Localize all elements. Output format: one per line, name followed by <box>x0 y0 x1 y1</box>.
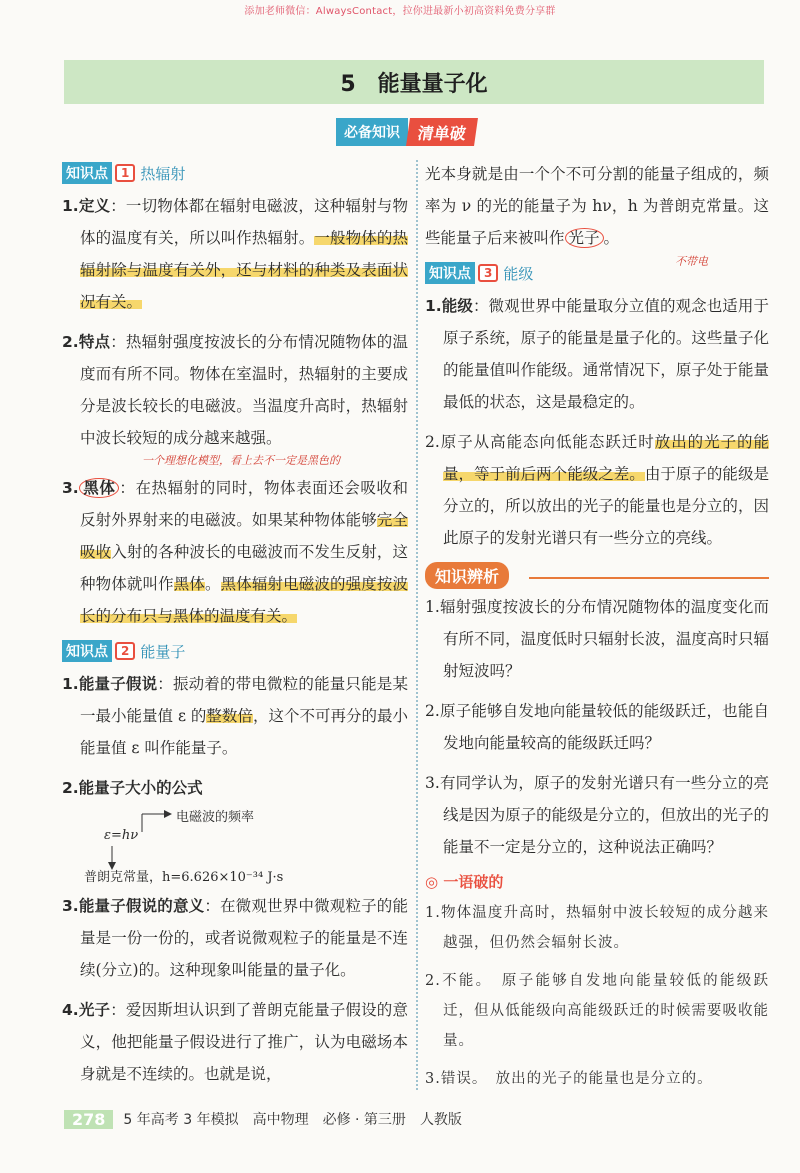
kp-number: 1 <box>115 164 135 182</box>
definition-paragraph <box>62 190 408 318</box>
footer-series: 5 年高考 3 年模拟 <box>123 1112 239 1128</box>
kp-title: 热辐射 <box>140 164 186 183</box>
energy-level-label: 1.能级 <box>425 297 473 315</box>
kp-title: 能量子 <box>140 642 186 661</box>
annotation-black-body: 一个理想化模型，看上去不一定是黑色的 <box>142 454 340 467</box>
blackbody-number: 3. <box>62 479 79 497</box>
hypothesis-text-1: ：振动着的带电微粒的能量只能是某一最小能量值 ε 的 <box>80 675 408 725</box>
significance-paragraph <box>62 890 408 986</box>
hypothesis-highlight: 整数倍 <box>206 707 253 725</box>
photon-continued <box>425 158 769 254</box>
kp-tag: 知识点 <box>425 262 475 284</box>
right-column <box>425 158 769 1102</box>
answer-3: 3.错误。 放出的光子的能量也是分立的。 <box>425 1071 713 1087</box>
blackbody-highlight-2: 黑体 <box>173 575 205 593</box>
transition-paragraph <box>425 426 769 554</box>
blackbody-text-2: 入射的各种波长的电磁波而不发生反射，这种物体就叫作 <box>80 543 408 593</box>
discrimination-section <box>425 562 769 586</box>
formula-diagram <box>62 806 408 885</box>
feature-text: ：热辐射强度按波长的分布情况随物体的温度而有所不同。物体在室温时，热辐射的主要成分是波长较长的电磁波。当温度升高时，热辐射中波长较短的成分越来越强。 <box>80 333 408 447</box>
feature-paragraph <box>62 326 408 454</box>
blackbody-paragraph <box>62 472 408 632</box>
page-footer <box>64 1107 462 1131</box>
knowledge-point-1 <box>62 162 408 184</box>
page-title: 5 能量量子化 <box>64 60 764 104</box>
formula-label: 2.能量子大小的公式 <box>62 779 203 797</box>
kp-tag: 知识点 <box>62 640 112 662</box>
blackbody-highlight-3: 黑体辐射电磁波的强度按波长的分布只与黑体的温度有关。 <box>80 575 408 625</box>
left-column <box>62 158 408 1098</box>
significance-text: ：在微观世界中微观粒子的能量是一份一份的，或者说微观粒子的能量是不连续(分立)的。这种现象叫能量的量子化。 <box>80 897 408 979</box>
hypothesis-text-2: ，这个不可再分的最小能量值 ε 叫作能量子。 <box>80 707 408 757</box>
footer-volume: 必修 · 第三册 <box>322 1112 406 1128</box>
kp-number: 2 <box>115 642 135 660</box>
discrimination-q3: 3.有同学认为，原子的发射光谱只有一些分立的亮线是因为原子的能级是分立的，但放出的光子的能量不一定是分立的，这种说法正确吗？ <box>425 774 769 856</box>
answer-1: 1.物体温度升高时，热辐射中波长较短的成分越来越强，但仍然会辐射长波。 <box>425 905 769 951</box>
photon-paragraph <box>62 994 408 1090</box>
kp-number: 3 <box>478 264 498 282</box>
quantum-hypothesis-paragraph <box>62 668 408 764</box>
footer-subject: 高中物理 <box>252 1112 309 1128</box>
badge-left: 必备知识 <box>336 118 408 146</box>
feature-label: 2.特点 <box>62 333 111 351</box>
discrimination-q2: 2.原子能够自发地向能量较低的能级跃迁，也能自发地向能量较高的能级跃迁吗？ <box>425 702 769 752</box>
significance-label: 3.能量子假说的意义 <box>62 897 205 915</box>
one-word-title: 一语破的 <box>443 873 504 891</box>
kp-title: 能级 <box>503 264 534 283</box>
formula-frequency-note: 电磁波的频率 <box>176 810 255 825</box>
column-divider <box>416 160 418 1090</box>
energy-level-text: ：微观世界中能量取分立值的观念也适用于原子系统，原子的能量是量子化的。这些量子化的能量值叫作能级。通常情况下，原子处于能量最低的状态，这是最稳定的。 <box>443 297 769 411</box>
discrimination-title: 知识辨析 <box>425 562 509 589</box>
photon-text: ：爱因斯坦认识到了普朗克能量子假设的意义，他把能量子假设进行了推广，认为电磁场本身就是不连续的。也就是说， <box>80 1001 408 1083</box>
hypothesis-label: 1.能量子假说 <box>62 675 158 693</box>
blackbody-label: 黑体 <box>79 478 120 498</box>
photon-label: 4.光子 <box>62 1001 111 1019</box>
knowledge-point-3 <box>425 262 769 284</box>
blackbody-text-3: 。 <box>204 575 221 593</box>
discrimination-rule <box>529 577 769 579</box>
target-icon: ◎ <box>425 873 439 891</box>
kp-tag: 知识点 <box>62 162 112 184</box>
formula-planck-note: 普朗克常量，h=6.626×10⁻³⁴ J·s <box>84 870 284 885</box>
page-number: 278 <box>64 1110 113 1129</box>
transition-text-1: 2.原子从高能态向低能态跃迁时 <box>425 433 655 451</box>
blackbody-text-1: ：在热辐射的同时，物体表面还会吸收和反射外界射来的电磁波。如果某种物体能够 <box>80 479 408 529</box>
photon-continued-text-1: 光本身就是由一个个不可分割的能量子组成的，频率为 ν 的光的能量子为 hν，h 为普朗克常量。这些能量子后来被叫作 <box>425 165 769 247</box>
knowledge-point-2 <box>62 640 408 662</box>
formula-text: ε=hν <box>104 828 139 843</box>
photon-continued-text-2: 。 <box>603 229 620 247</box>
blackbody-highlight-1: 完全吸收 <box>80 511 408 561</box>
watermark-text: 添加老师微信：AlwaysContact，拉你进最新小初高资料免费分享群 <box>244 6 556 17</box>
annotation-no-charge: 不带电 <box>675 255 708 268</box>
formula-heading <box>62 772 408 804</box>
energy-level-paragraph <box>425 290 769 418</box>
definition-label: 1.定义 <box>62 197 111 215</box>
footer-edition: 人教版 <box>419 1112 462 1128</box>
section-badge <box>336 118 476 146</box>
transition-highlight: 放出的光子的能量，等于前后两个能级之差。 <box>443 433 769 483</box>
transition-text-2: 由于原子的能级是分立的，所以放出的光子的能量也是分立的，因此原子的发射光谱只有一些分立的亮线。 <box>443 465 769 547</box>
definition-highlight: 一般物体的热辐射除与温度有关外，还与材料的种类及表面状况有关。 <box>80 229 408 311</box>
discrimination-q1: 1.辐射强度按波长的分布情况随物体的温度变化而有所不同，温度低时只辐射长波，温度高时只辐射短波吗？ <box>425 598 769 680</box>
definition-text: ：一切物体都在辐射电磁波，这种辐射与物体的温度有关，所以叫作热辐射。 <box>80 197 408 247</box>
one-word-heading <box>425 871 769 892</box>
answer-2: 2.不能。 原子能够自发地向能量较低的能级跃迁，但从低能级向高能级跃迁的时候需要吸收能量。 <box>425 973 769 1049</box>
photon-circled: 光子 <box>565 228 604 248</box>
badge-right: 清单破 <box>406 118 478 146</box>
